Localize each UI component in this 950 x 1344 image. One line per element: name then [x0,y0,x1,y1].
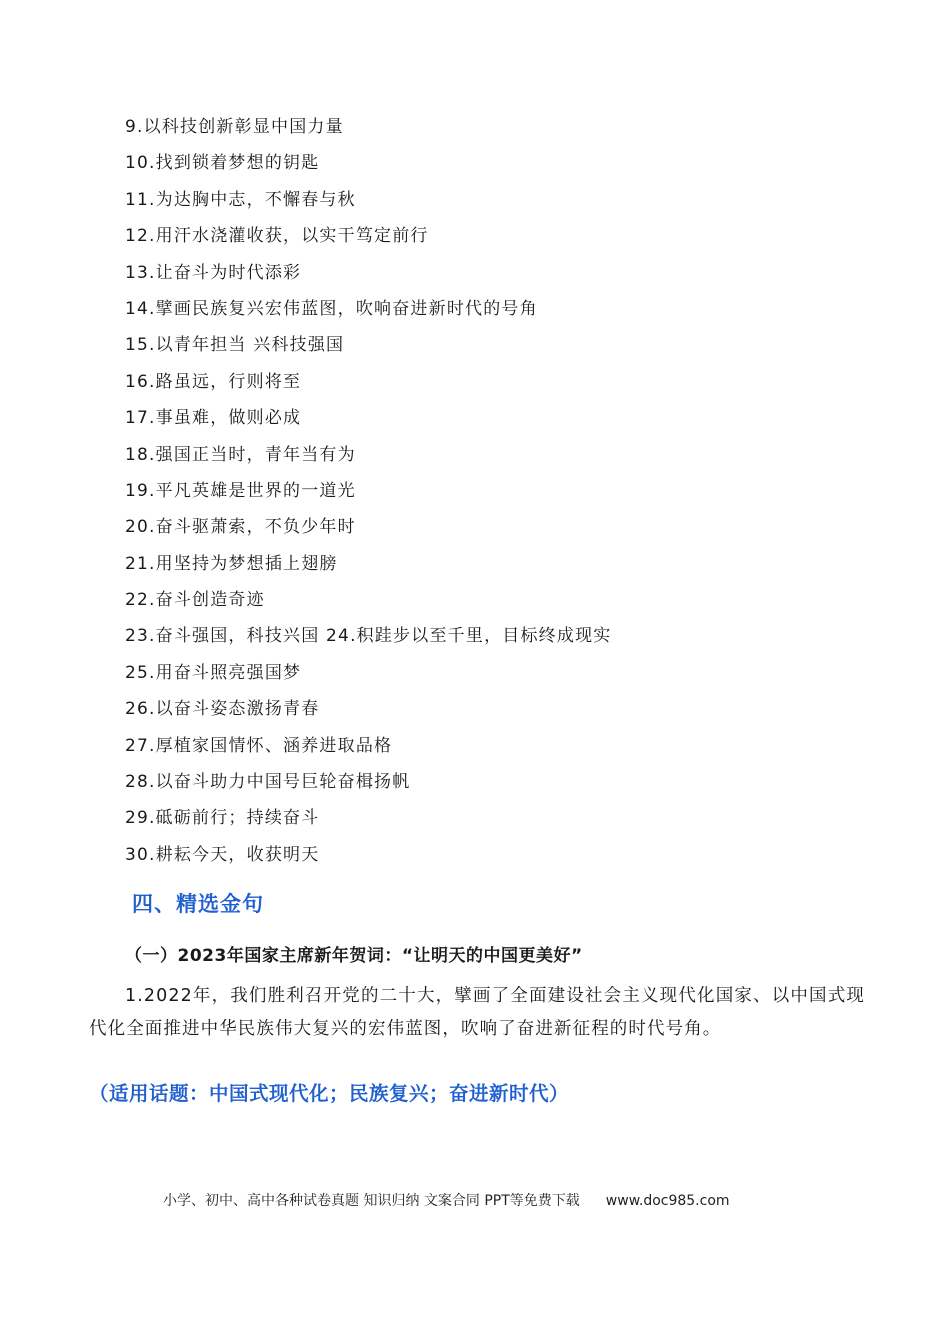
list-item: 20.奋斗驱萧索，不负少年时 [125,517,356,538]
list-item: 28.以奋斗助力中国号巨轮奋楫扬帆 [125,772,411,793]
quote-paragraph: 1.2022年，我们胜利召开党的二十大，擘画了全面建设社会主义现代化国家、以中国式现代化全面推进中华民族伟大复兴的宏伟蓝图，吹响了奋进新征程的时代号角。 [89,986,865,1039]
list-item: 22.奋斗创造奇迹 [125,590,265,611]
list-item: 15.以青年担当 兴科技强国 [125,335,345,356]
list-item: 11.为达胸中志，不懈春与秋 [125,189,356,210]
list-item: 13.让奋斗为时代添彩 [125,262,302,283]
list-item: 21.用坚持为梦想插上翅膀 [125,553,338,574]
footer-url[interactable]: www.doc985.com [605,1193,730,1209]
list-item: 18.强国正当时，青年当有为 [125,444,356,465]
list-item: 12.用汗水浇灌收获，以实干笃定前行 [125,226,429,247]
section-heading: 四、精选金句 [132,892,264,916]
footer-text: 小学、初中、高中各种试卷真题 知识归纳 文案合同 PPT等免费下载 [163,1193,580,1209]
sub-heading: （一）2023年国家主席新年贺词：“让明天的中国更美好” [125,946,583,966]
list-item: 26.以奋斗姿态激扬青春 [125,699,320,720]
title-list [125,112,611,876]
list-item: 9.以科技创新彰显中国力量 [125,117,344,137]
list-item: 27.厚植家国情怀、涵养进取品格 [125,735,393,756]
list-item: 29.砥砺前行；持续奋斗 [125,808,320,829]
list-item: 23.奋斗强国，科技兴国 24.积跬步以至千里，目标终成现实 [125,626,612,647]
list-item: 14.擘画民族复兴宏伟蓝图，吹响奋进新时代的号角 [125,298,538,319]
topic-note: （适用话题：中国式现代化；民族复兴；奋进新时代） [89,1082,570,1105]
list-item: 17.事虽难，做则必成 [125,408,302,429]
list-item: 25.用奋斗照亮强国梦 [125,662,302,683]
page-footer [163,1190,730,1210]
list-item: 10.找到锁着梦想的钥匙 [125,153,320,174]
list-item: 19.平凡英雄是世界的一道光 [125,480,356,501]
list-item: 16.路虽远，行则将至 [125,371,302,392]
list-item: 30.耕耘今天，收获明天 [125,844,320,865]
